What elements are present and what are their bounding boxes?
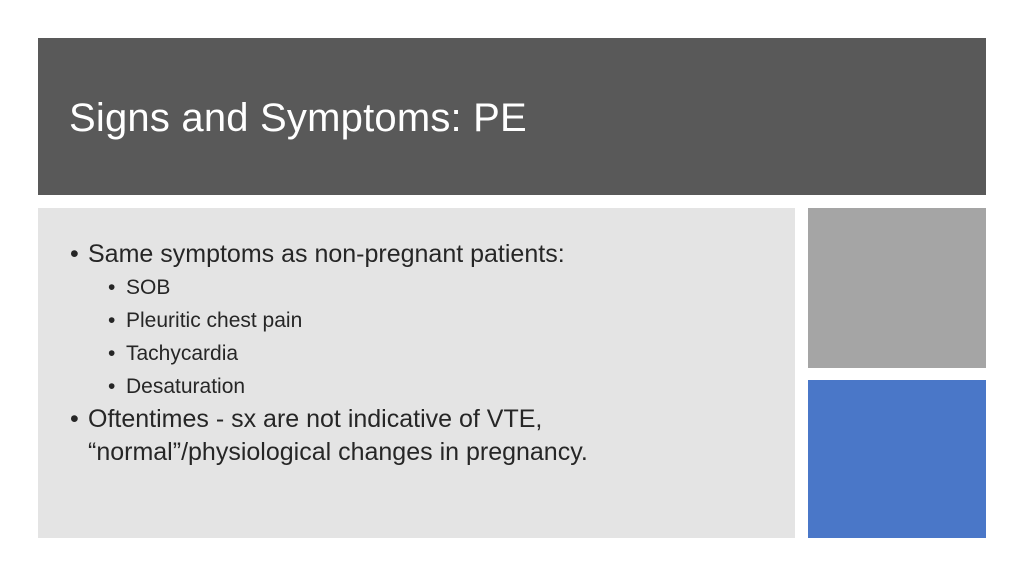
- bullet-dot-icon: •: [108, 342, 116, 365]
- blue-accent-block: [808, 380, 986, 538]
- content-panel: [38, 208, 795, 538]
- sub-bullet-item: [70, 271, 770, 304]
- bullet-dot-icon: •: [70, 240, 79, 268]
- bullet-item: [70, 403, 770, 469]
- bullet-text: Same symptoms as non-pregnant patients:: [88, 240, 565, 268]
- bullet-list: [70, 238, 770, 469]
- sub-bullet-text: Desaturation: [126, 375, 246, 398]
- bullet-dot-icon: •: [108, 276, 116, 299]
- sub-bullet-item: [70, 337, 770, 370]
- bullet-dot-icon: •: [70, 405, 79, 433]
- bullet-dot-icon: •: [108, 309, 116, 332]
- bullet-item: [70, 238, 770, 271]
- sub-bullet-item: [70, 304, 770, 337]
- sub-bullet-text: SOB: [126, 276, 171, 299]
- slide-title: Signs and Symptoms: PE: [69, 96, 527, 140]
- sub-bullet-text: Pleuritic chest pain: [126, 309, 303, 332]
- bullet-text: Oftentimes - sx are not indicative of VTE, “normal”/physiological changes in pregnancy.: [88, 405, 588, 466]
- bullet-dot-icon: •: [108, 375, 116, 398]
- sub-bullet-item: [70, 370, 770, 403]
- gray-accent-block: [808, 208, 986, 368]
- sub-bullet-text: Tachycardia: [126, 342, 239, 365]
- sub-bullet-list: [70, 271, 770, 403]
- title-band: [38, 38, 986, 195]
